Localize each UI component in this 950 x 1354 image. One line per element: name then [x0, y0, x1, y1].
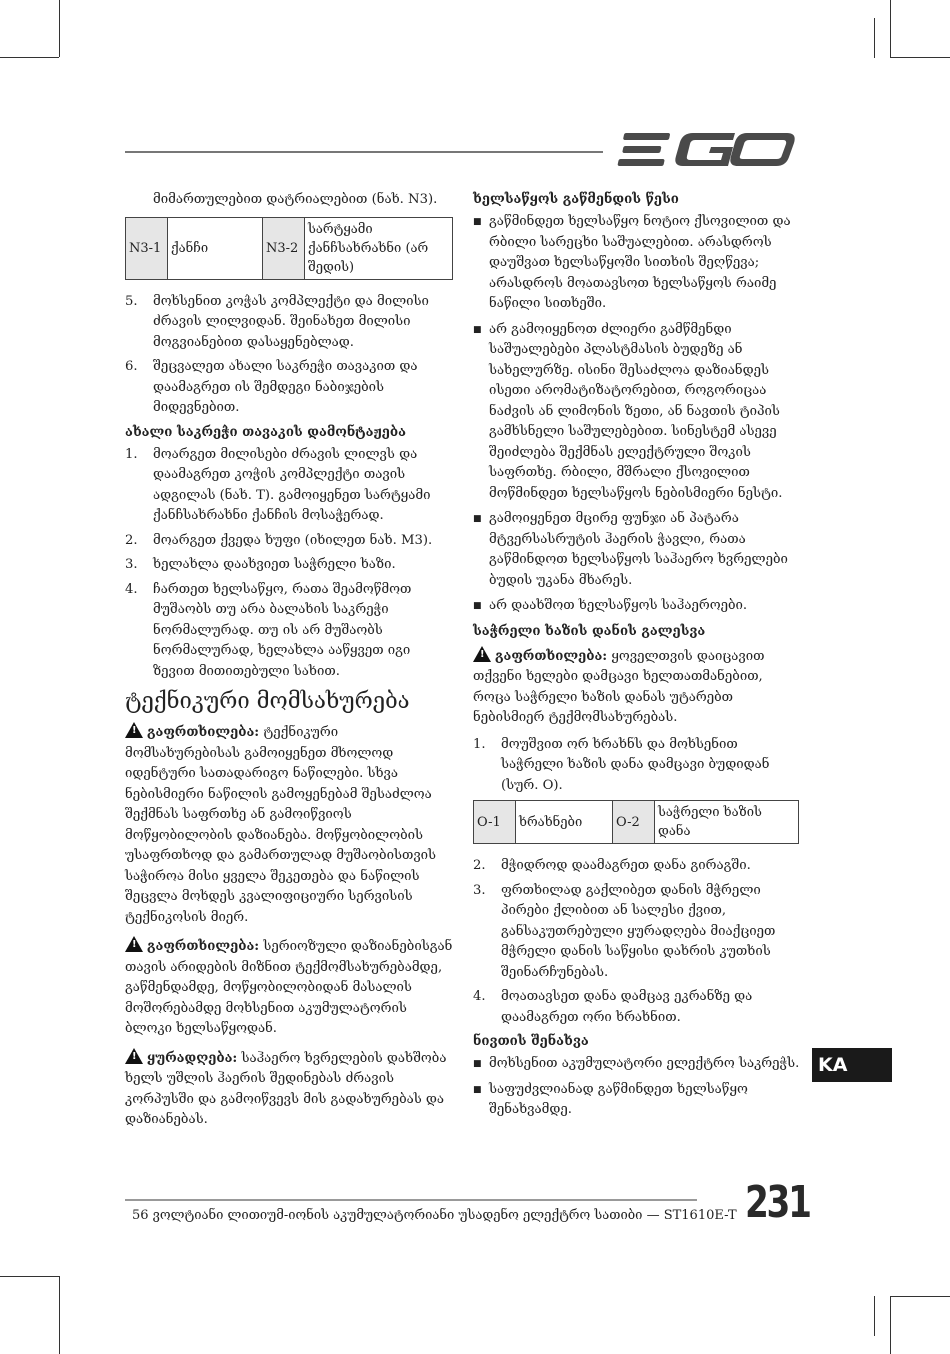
warning-label: გაფრთხილება:: [495, 648, 608, 664]
crop-mark: [0, 57, 59, 58]
parts-table-n3: [125, 217, 453, 280]
part-code: O-1: [474, 801, 516, 844]
part-label: ხრახნები: [516, 801, 613, 844]
part-label: საჭრელი ხაზის დანა: [655, 801, 799, 844]
step-text: ფრთხილად გაქლიბეთ დანის მჭრელი პირები ქლიბით ან სალესი ქვით, განსაკუთრებული ყურადღება მიაქციეთ მჭრელი დანის საწყისი დახრის კუთხის შეინარჩუნებას.: [501, 882, 776, 980]
part-code: O-2: [613, 801, 655, 844]
step-text: მოარგეთ ქვედა ხუფი (იხილეთ ნახ. M3).: [153, 532, 433, 548]
clean-heading: ხელსაწყოს გაწმენდის წესი: [473, 192, 679, 207]
footer-rule: [125, 1199, 697, 1201]
step-text: მოათავსეთ დანა დამცავ ეკრანზე და დაამაგრეთ ორი ხრახნით.: [501, 989, 753, 1025]
step-number: 3.: [125, 557, 138, 572]
step-number: 3.: [473, 882, 486, 898]
left-column: [125, 190, 455, 1137]
list-item: [473, 735, 801, 797]
warning-icon: [473, 646, 491, 662]
list-item: [125, 580, 455, 683]
part-label: ქანჩი: [168, 217, 263, 279]
bullet-icon: ■: [473, 324, 482, 335]
step-number: 4.: [473, 989, 486, 1004]
step-text: ჩართეთ ხელსაწყო, რათა შეამოწმოთ მუშაობს თუ არა ბალახის საკრეჭი ნორმალურად. თუ ის არ მუშაობს ნორმალურად, ხელახლა ააწყვეთ იგი ზევით მითითებული სახით.: [153, 581, 412, 679]
part-code: N3-2: [263, 217, 305, 279]
part-code: N3-1: [126, 217, 168, 279]
crop-mark: [59, 0, 60, 57]
step-text: ხელახლა დაახვიეთ საჭრელი ხაზი.: [153, 557, 396, 572]
bullet-text: გამოიყენეთ მცირე ფუნჯი ან პატარა მტვერსასრუტის ჰაერის ჭავლი, რათა გაწმინდოთ ხელსაწყოს საჰაერო ხვრელები ბუდის უკანა მხარეს.: [489, 511, 788, 588]
crop-mark: [874, 18, 875, 58]
step-number: 6.: [125, 359, 138, 374]
list-item: [473, 987, 801, 1028]
list-item: [473, 881, 801, 984]
crop-mark: [59, 1276, 60, 1354]
bullet-icon: ■: [473, 217, 482, 227]
blade-heading: საჭრელი ხაზის დანის გალესვა: [473, 623, 706, 639]
warning-label: გაფრთხილება:: [147, 939, 260, 954]
step-text: მოარგეთ მილისები ძრავის ლილვს და დაამაგრეთ კოჭის კომპლექტი თავის ადგილას (ნახ. T). გამოიყენეთ სარტყამი ქანჩსახრახნი ქანჩის მოსაჭერად.: [153, 446, 431, 523]
step-number: 1.: [125, 446, 138, 462]
warning-text: სერიოზული დაზიანებისგან თავის არიდების მიზნით ტექმომსახურებამდე, გაწმენდამდე, მოწყობილობიდან მასალის მოშორებამდე მოხსენით აკუმულატორის ბლოკი ხელსაწყოდან.: [125, 939, 453, 1036]
caution-label: ყურადღება:: [147, 1050, 238, 1066]
parts-table-o: [473, 800, 799, 844]
warning-label: გაფრთხილება:: [147, 725, 260, 740]
list-item: [473, 212, 801, 315]
table-row: [474, 801, 799, 844]
list-item: [125, 531, 455, 552]
section-title: ტექნიკური მომსახურება: [125, 689, 410, 714]
bullet-text: საფუძვლიანად გაწმინდეთ ხელსაწყო შენახვამდე.: [489, 1081, 748, 1117]
crop-mark: [890, 0, 891, 57]
intro-text: მიმართულებით დატრიალებით (ნახ. N3).: [153, 192, 438, 207]
warning-text: ყოველთვის დაიცავით თქვენი ხელები დამცავი ხელთათმანებით, როცა საჭრელი ხაზის დანას უტარებთ ნებისმიერ ტექმომსახურებას.: [473, 648, 765, 725]
bullet-icon: ■: [473, 601, 482, 611]
list-item: [473, 596, 801, 617]
step-text: მოუშვით ორ ხრახნს და მოხსენით საჭრელი ხაზის დანა დამცავი ბუდიდან (სურ. O).: [501, 736, 770, 793]
list-item: [125, 357, 455, 419]
bullet-text: მოხსენით აკუმულატორი ელექტრო საკრეჭს.: [489, 1056, 800, 1071]
install-heading: ახალი საკრეჭი თავაკის დამონტაჟება: [125, 424, 406, 440]
language-tab: KA: [812, 1048, 892, 1082]
crop-mark: [890, 57, 950, 58]
bullet-icon: ■: [473, 1084, 482, 1095]
page-number: 231: [745, 1177, 810, 1228]
header-rule: [125, 151, 603, 153]
footer-text: 56 ვოლტიანი ლითიუმ-იონის აკუმულატორიანი უსადენო ელექტრო სათიბი — ST1610E-T: [132, 1208, 737, 1223]
step-text: შეცვალეთ ახალი საკრეჭი თავაკით და დაამაგრეთ ის შემდეგი ნაბიჯების მიდევნებით.: [153, 359, 418, 415]
bullet-icon: ■: [473, 1059, 482, 1069]
storage-heading: ნივთის შენახვა: [473, 1034, 589, 1049]
step-text: მჭიდროდ დაამაგრეთ დანა გირაგში.: [501, 858, 751, 873]
ego-logo: [617, 130, 799, 170]
bullet-text: არ გამოიყენოთ ძლიერი გამწმენდი საშუალებები პლასტმასის ბუდეზე ან სახელურზე. ისინი შესაძლოა დაზიანდეს ისეთი არომატიზატორებით, როგორიცაა ნაძვის ან ლიმონის ზეთი, ან ნავთის ტიპის გამხსნელი საშულებებით. სინესტემ ასევე შეიძლება შექმნას ელექტრული შოკის საფრთხე. რბილი, მშრალი ქსოვილით მოწმინდეთ ხელსაწყოს ნებისმიერი ნესტი.: [489, 321, 783, 501]
crop-mark: [874, 1296, 875, 1336]
bullet-text: არ დაახშოთ ხელსაწყოს საჰაეროები.: [489, 598, 748, 613]
warning-paragraph: [473, 644, 801, 729]
list-item: [473, 1054, 801, 1075]
crop-mark: [890, 1296, 950, 1297]
warning-paragraph: [125, 934, 455, 1040]
warning-icon: [125, 722, 143, 738]
list-item: [125, 292, 455, 354]
list-item: [473, 856, 801, 877]
caution-text: საჰაერო ხვრელების დახშობა ხელს უშლის ჰაერის შედინებას ძრავის კორპუსში და გამოიწვევს მის გადახურებას და დაზიანებას.: [125, 1050, 447, 1127]
list-item: [473, 1080, 801, 1121]
bullet-icon: ■: [473, 514, 482, 524]
step-number: 4.: [125, 581, 138, 597]
step-number: 2.: [473, 858, 486, 873]
warning-text: ტექნიკური მომსახურებისას გამოიყენეთ მხოლოდ იდენტური სათადარიგო ნაწილები. სხვა ნებისმიერი ნაწილის გამოყენებამ შესაძლოა შექმნას საფრთხე ან გამოიწვიოს მოწყობილობის დაზიანება. მოწყობილობის უსაფრთხოდ და გამართულად მუშაობისთვის საჭიროა მისი ყველა შეკეთება და ნაწილის შეცვლა მოხდეს კვალიფიციური სერვისის ტექნიკოსის მიერ.: [125, 725, 437, 925]
caution-paragraph: [125, 1046, 455, 1131]
step-number: 2.: [125, 532, 138, 548]
list-item: [125, 555, 455, 576]
right-column: [473, 190, 801, 1126]
part-label: სარტყამი ქანჩსახრახნი (არ შედის): [305, 217, 453, 279]
warning-icon: [125, 1048, 143, 1064]
warning-icon: [125, 936, 143, 952]
list-item: [125, 445, 455, 527]
warning-paragraph: [125, 720, 455, 928]
bullet-text: გაწმინდეთ ხელსაწყო ნოტიო ქსოვილით და რბილი სარეცხი საშუალებით. არასდროს დაუშვათ ხელსაწყოში სითხის შეღწევა; არასდროს მოათავსოთ ხელსაწყოს რაიმე ნაწილი სითხეში.: [489, 214, 791, 311]
crop-mark: [0, 1276, 59, 1277]
list-item: [473, 320, 801, 505]
step-number: 1.: [473, 736, 486, 752]
step-text: მოხსენით კოჭას კომპლექტი და მილისი ძრავის ლილვიდან. შეინახეთ მილისი მოგვიანებით დასაყენებლად.: [153, 293, 429, 350]
crop-mark: [890, 1296, 891, 1354]
step-number: 5.: [125, 293, 138, 309]
table-row: [126, 217, 453, 279]
list-item: [473, 509, 801, 591]
